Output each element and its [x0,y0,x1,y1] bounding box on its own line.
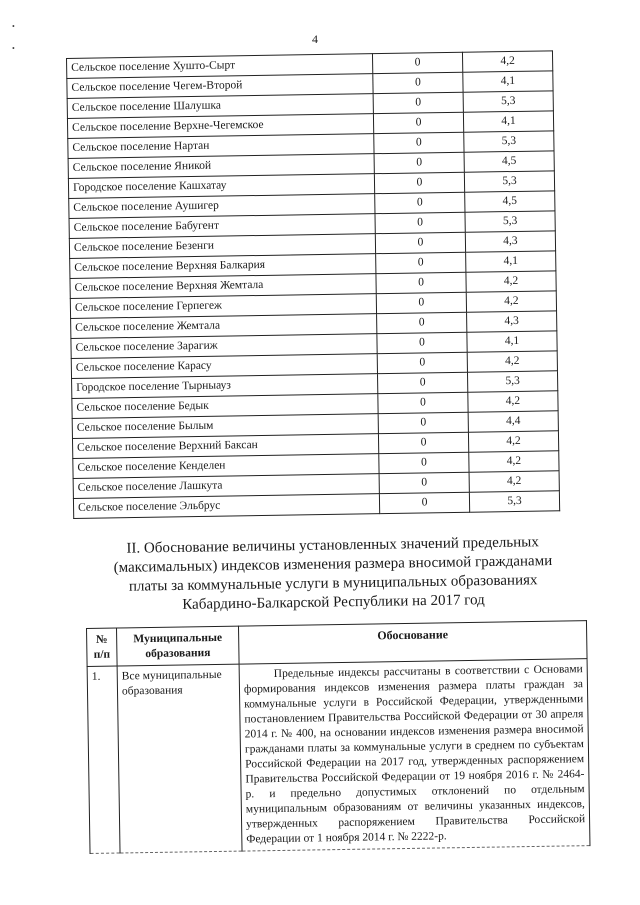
value-col3: 4,2 [468,431,558,452]
value-col2: 0 [376,292,466,313]
value-col3: 4,2 [469,471,559,492]
value-col3: 5,3 [467,371,557,392]
settlement-name: Сельское поселение Верхняя Балкария [70,254,376,279]
value-col2: 0 [377,352,467,373]
value-col2: 0 [379,472,469,493]
settlement-name: Сельское поселение Бабугент [69,214,375,239]
value-col3: 5,3 [465,211,555,232]
value-col3: 4,1 [463,71,553,92]
settlement-name: Сельское поселение Жемтала [71,314,377,339]
row-number: 1. [87,666,120,853]
value-col3: 4,2 [468,391,558,412]
settlement-name: Сельское поселение Чегем-Второй [67,74,373,99]
value-col3: 4,1 [463,111,553,132]
value-col3: 4,5 [464,151,554,172]
value-col2: 0 [374,132,464,153]
settlement-name: Сельское поселение Былым [72,414,378,439]
page-number: 4 [312,32,318,46]
value-col2: 0 [373,112,463,133]
settlement-name: Сельское поселение Лашкута [73,474,379,499]
value-col2: 0 [373,92,463,113]
value-col3: 5,3 [469,491,559,512]
settlement-name: Сельское поселение Карасу [71,354,377,379]
settlement-name: Сельское поселение Кенделен [73,454,379,479]
row-municipality: Все муниципальные образования [117,664,242,853]
settlement-name: Сельское поселение Зарагиж [71,334,377,359]
value-col2: 0 [379,492,469,513]
scan-mark: • [12,22,15,31]
value-col3: 4,3 [467,311,557,332]
value-col2: 0 [377,332,467,353]
value-col2: 0 [375,232,465,253]
settlement-name: Сельское поселение Верхний Баксан [72,434,378,459]
settlement-name: Городское поселение Тырныауз [72,374,378,399]
value-col3: 5,3 [464,131,554,152]
value-col3: 5,3 [463,91,553,112]
table-row [87,659,590,854]
value-col3: 4,2 [466,271,556,292]
settlement-name: Сельское поселение Верхне-Чегемское [67,114,373,139]
value-col2: 0 [375,212,465,233]
value-col2: 0 [372,52,462,73]
settlements-table [66,50,560,519]
value-col2: 0 [374,172,464,193]
value-col2: 0 [378,432,468,453]
header-municipalities: Муниципальные образования [117,626,240,666]
settlement-name: Сельское поселение Бедык [72,394,378,419]
value-col3: 4,2 [467,351,557,372]
settlement-name: Сельское поселение Безенги [69,234,375,259]
value-col2: 0 [376,252,466,273]
value-col3: 4,4 [468,411,558,432]
value-col3: 4,3 [465,231,555,252]
value-col3: 4,2 [469,451,559,472]
settlement-name: Сельское поселение Нартан [68,134,374,159]
header-number: № п/п [87,628,118,666]
section-title: II. Обоснование величины установленных значений предельных (максимальных) индексов изменения размера вносимой гражданами платы за коммунальные услуги в муниципальных образованиях Кабардино-Балкарской Республики на 2017 год [113,534,553,613]
value-col2: 0 [374,152,464,173]
value-col3: 4,2 [462,51,552,72]
settlement-name: Сельское поселение Хушто-Сырт [67,54,373,79]
settlement-name: Сельское поселение Герпегеж [70,294,376,319]
value-col2: 0 [377,312,467,333]
settlement-name: Сельское поселение Шалушка [67,94,373,119]
value-col3: 5,3 [464,171,554,192]
value-col2: 0 [377,372,467,393]
value-col3: 4,5 [465,191,555,212]
justification-table [86,620,590,854]
value-col2: 0 [373,72,463,93]
value-col3: 4,1 [466,251,556,272]
settlement-name: Городское поселение Кашхатау [68,174,374,199]
header-justification: Обоснование [238,621,587,664]
settlement-name: Сельское поселение Верхняя Жемтала [70,274,376,299]
value-col2: 0 [378,392,468,413]
settlement-name: Сельское поселение Аушигер [69,194,375,219]
settlement-name: Сельское поселение Эльбрус [73,494,379,519]
row-justification-text: Предельные индексы рассчитаны в соответствии с Основами формирования индексов изменения размера платы граждан за коммунальные услуги в Российской Федерации, утвержденными постановлением Правительства Российской Федерации от 30 апреля 2014 г. № 400, на основании индексов изменения размера вносимой гражданами платы за коммунальные услуги в среднем по субъектам Российской Федерации на 2017 год, утвержденных распоряжением Правительства Российской Федерации от 19 ноября 2016 г. № 2464-р. и предельно допустимых отклонений по отдельным муниципальным образованиям от величины указанных индексов, утвержденных распоряжением Правительства Российской Федерации от 1 ноября 2014 г. № 2222-р. [239,659,590,851]
value-col3: 4,1 [467,331,557,352]
scan-mark: • [12,44,15,53]
value-col3: 4,2 [466,291,556,312]
value-col2: 0 [375,192,465,213]
settlement-name: Сельское поселение Яникой [68,154,374,179]
value-col2: 0 [379,452,469,473]
value-col2: 0 [378,412,468,433]
value-col2: 0 [376,272,466,293]
